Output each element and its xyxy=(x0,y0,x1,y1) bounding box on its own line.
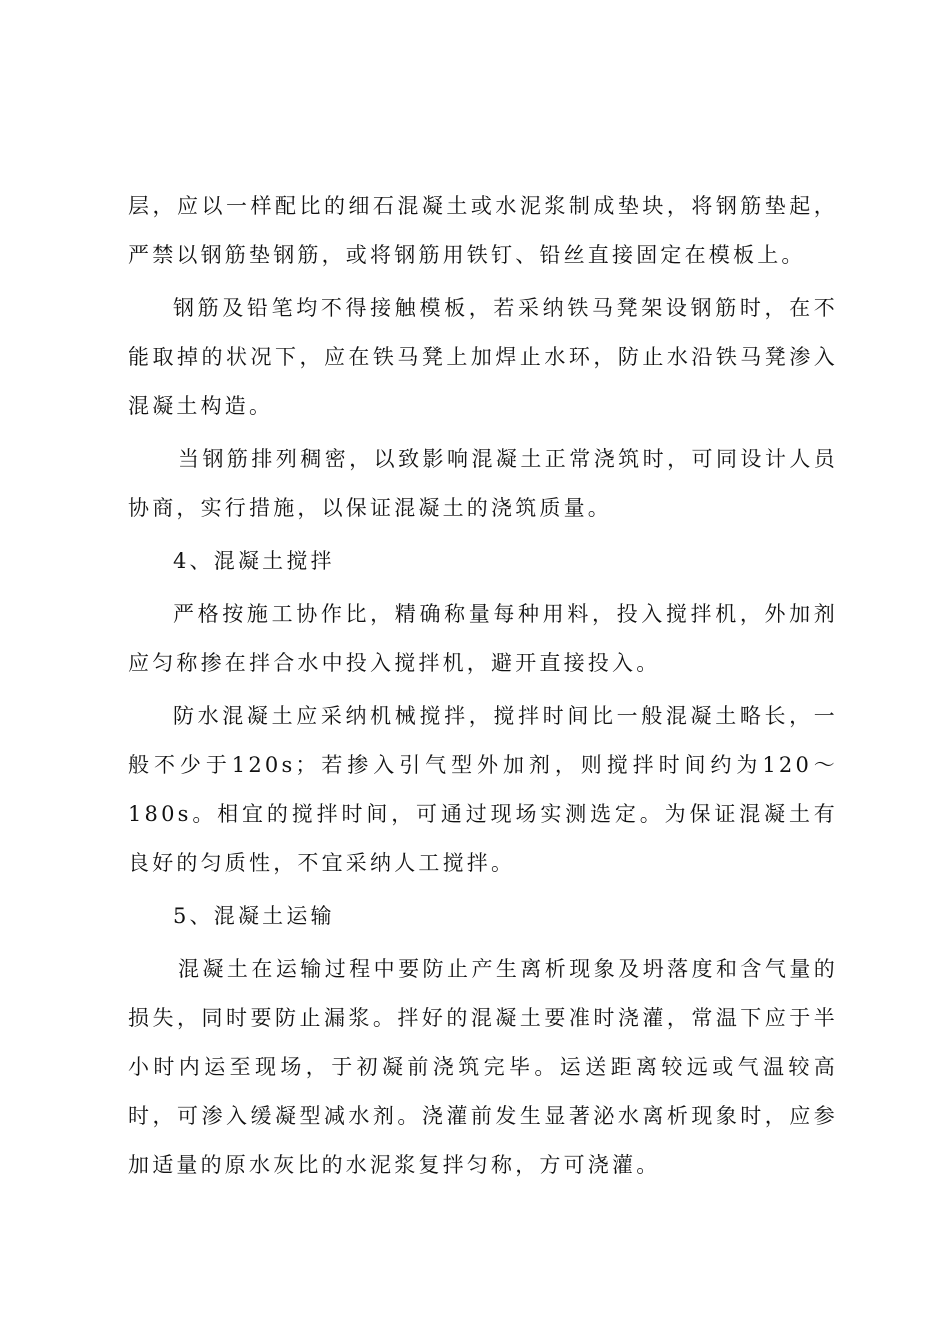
paragraph-transport: 混凝土在运输过程中要防止产生离析现象及坍落度和含气量的损失，同时要防止漏浆。拌好的混凝土要准时浇灌，常温下应于半小时内运至现场，于初凝前浇筑完毕。运送距离较远或气温较高时，可渗入缓凝型减水剂。浇灌前发生显著泌水离析现象时，应参加适量的原水灰比的水泥浆复拌匀称，方可浇灌。 xyxy=(128,957,838,1177)
paragraph-rebar-dense: 当钢筋排列稠密，以致影响混凝土正常浇筑时，可同设计人员协商，实行措施，以保证混凝土的浇筑质量。 xyxy=(128,447,838,520)
paragraph-mix-ratio: 严格按施工协作比，精确称量每种用料，投入搅拌机，外加剂应匀称掺在拌合水中投入搅拌机，避开直接投入。 xyxy=(128,602,838,675)
section-heading-mixing: 4、混凝土搅拌 xyxy=(173,549,335,573)
paragraph-rebar-contact: 钢筋及铅笔均不得接触模板，若采纳铁马凳架设钢筋时，在不能取掉的状况下，应在铁马凳上加焊止水环，防止水沿铁马凳渗入混凝土构造。 xyxy=(128,296,838,418)
document-body xyxy=(128,182,838,1190)
paragraph-continuation: 层，应以一样配比的细石混凝土或水泥浆制成垫块，将钢筋垫起，严禁以钢筋垫钢筋，或将钢筋用铁钉、铅丝直接固定在模板上。 xyxy=(128,194,838,267)
section-heading-transport: 5、混凝土运输 xyxy=(173,904,335,928)
paragraph-mixing-time: 防水混凝土应采纳机械搅拌，搅拌时间比一般混凝土略长，一般不少于120s；若掺入引气型外加剂，则搅拌时间约为120～180s。相宜的搅拌时间，可通过现场实测选定。为保证混凝土有良好的匀质性，不宜采纳人工搅拌。 xyxy=(128,704,838,875)
